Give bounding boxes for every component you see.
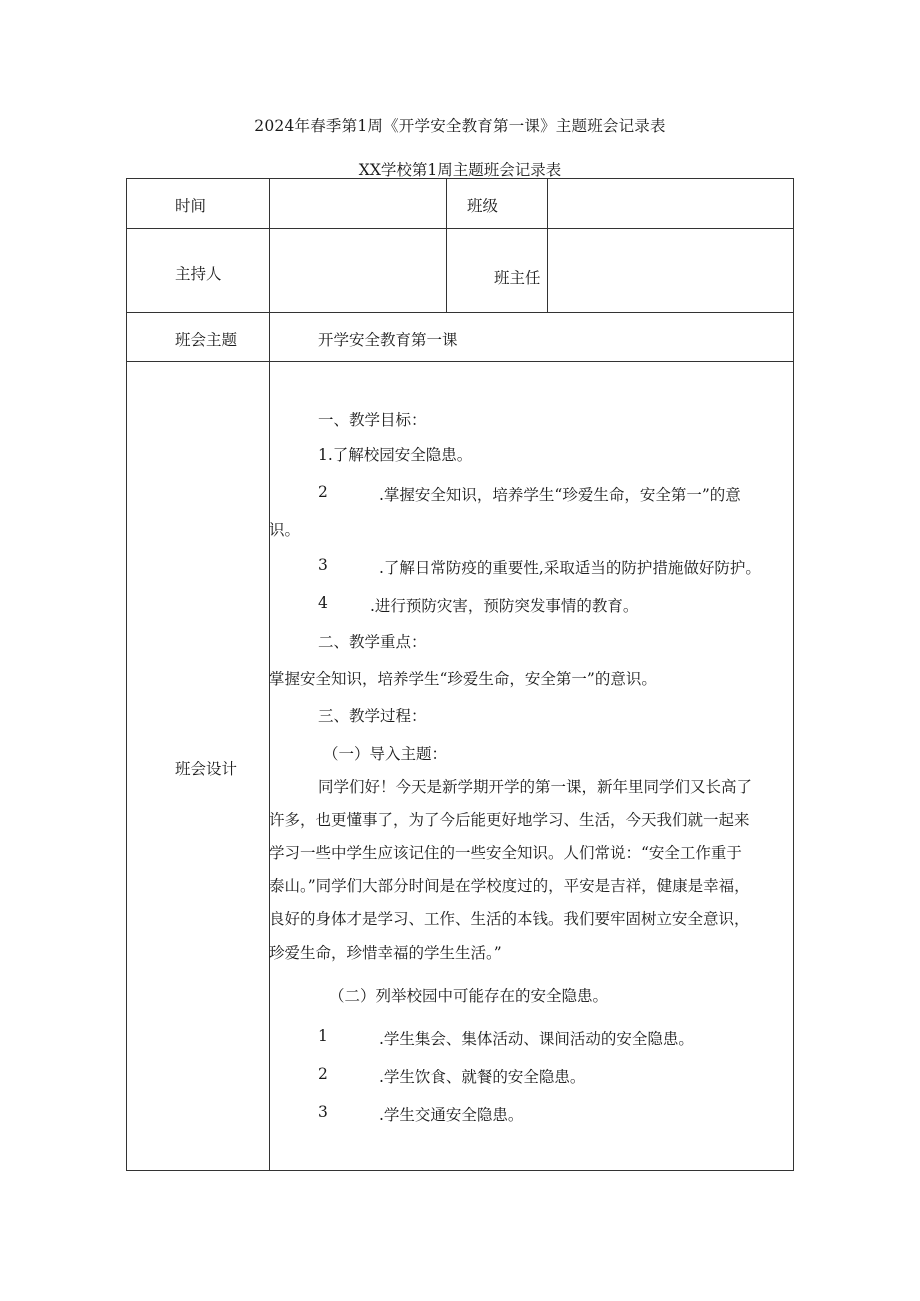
intro-heading: （一）导入主题： <box>323 745 448 763</box>
head-teacher-label: 班主任 <box>494 269 541 287</box>
goal-item-2: .掌握安全知识，培养学生“珍爱生命，安全第一”的意 <box>379 486 741 504</box>
goal-item-2-continued: 识。 <box>269 521 301 539</box>
theme-label: 班会主题 <box>175 331 238 349</box>
focus-heading: 二、教学重点： <box>318 633 427 651</box>
document-subtitle: XX学校第1周主题班会记录表 <box>358 161 562 179</box>
focus-text: 掌握安全知识，培养学生“珍爱生命，安全第一”的意识。 <box>269 670 657 688</box>
goals-heading: 一、教学目标： <box>318 411 427 429</box>
intro-paragraph-line: 良好的身体才是学习、工作、生活的本钱。我们要牢固树立安全意识， <box>269 910 750 928</box>
hazard-number-2: 2 <box>318 1065 328 1083</box>
row-divider <box>127 312 793 313</box>
intro-paragraph-line: 同学们好！今天是新学期开学的第一课，新年里同学们又长高了 <box>318 778 753 796</box>
goal-item-1: 1.了解校园安全隐患。 <box>318 446 473 464</box>
intro-paragraph-line: 许多，也更懂事了，为了今后能更好地学习、生活，今天我们就一起来 <box>269 811 750 829</box>
meeting-record-table <box>126 178 794 1171</box>
intro-paragraph-line: 珍爱生命，珍惜幸福的学生生活。” <box>269 944 502 962</box>
design-label: 班会设计 <box>175 760 238 778</box>
row-divider <box>127 228 793 229</box>
process-heading: 三、教学过程： <box>318 707 427 725</box>
hazard-item-1: .学生集会、集体活动、课间活动的安全隐患。 <box>379 1030 694 1048</box>
goal-item-4: .进行预防灾害，预防突发事情的教育。 <box>370 597 639 615</box>
goal-item-3: .了解日常防疫的重要性,采取适当的防护措施做好防护。 <box>379 559 761 577</box>
time-label: 时间 <box>175 197 207 215</box>
host-label: 主持人 <box>175 265 222 283</box>
goal-number-4: 4 <box>318 594 328 612</box>
goal-number-2: 2 <box>318 483 328 501</box>
hazard-number-3: 3 <box>318 1103 328 1121</box>
hazard-item-2: .学生饮食、就餐的安全隐患。 <box>379 1068 586 1086</box>
intro-paragraph-line: 学习一些中学生应该记住的一些安全知识。人们常说：“安全工作重于 <box>269 844 742 862</box>
document-title: 2024年春季第1周《开学安全教育第一课》主题班会记录表 <box>254 117 666 135</box>
goal-number-3: 3 <box>318 556 328 574</box>
row-divider <box>127 361 793 362</box>
theme-value[interactable]: 开学安全教育第一课 <box>318 331 458 349</box>
hazard-item-3: .学生交通安全隐患。 <box>379 1106 524 1124</box>
intro-paragraph-line: 泰山。”同学们大部分时间是在学校度过的，平安是吉祥，健康是幸福， <box>269 877 750 895</box>
class-label: 班级 <box>467 197 499 215</box>
hazards-heading: （二）列举校园中可能存在的安全隐患。 <box>329 987 609 1005</box>
column-divider <box>446 179 447 312</box>
hazard-number-1: 1 <box>318 1027 328 1045</box>
column-divider <box>547 179 548 312</box>
